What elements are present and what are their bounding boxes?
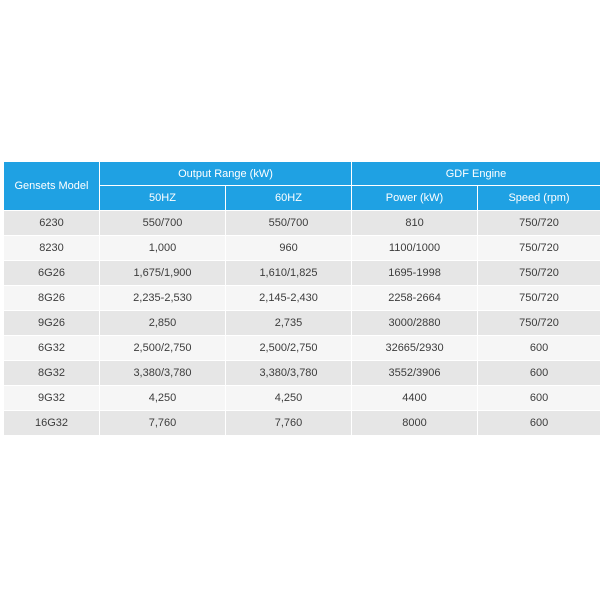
cell-model: 9G32 xyxy=(4,386,100,411)
cell-60hz: 960 xyxy=(226,236,352,261)
table-row xyxy=(4,411,600,436)
cell-60hz: 2,145-2,430 xyxy=(226,286,352,311)
cell-50hz: 550/700 xyxy=(100,211,226,236)
cell-speed: 600 xyxy=(478,336,600,361)
cell-model: 6G26 xyxy=(4,261,100,286)
cell-speed: 750/720 xyxy=(478,286,600,311)
cell-model: 8230 xyxy=(4,236,100,261)
cell-50hz: 4,250 xyxy=(100,386,226,411)
header-gdf-engine: GDF Engine xyxy=(352,162,600,186)
cell-power: 3552/3906 xyxy=(352,361,478,386)
cell-model: 6G32 xyxy=(4,336,100,361)
table-row xyxy=(4,311,600,336)
cell-60hz: 4,250 xyxy=(226,386,352,411)
header-60hz: 60HZ xyxy=(226,186,352,211)
header-gensets-model: Gensets Model xyxy=(4,162,100,211)
table-row xyxy=(4,261,600,286)
table-body xyxy=(4,211,600,436)
gensets-spec-table xyxy=(3,161,600,436)
cell-60hz: 2,500/2,750 xyxy=(226,336,352,361)
table-row xyxy=(4,286,600,311)
cell-50hz: 1,675/1,900 xyxy=(100,261,226,286)
cell-60hz: 3,380/3,780 xyxy=(226,361,352,386)
cell-model: 8G26 xyxy=(4,286,100,311)
cell-60hz: 7,760 xyxy=(226,411,352,436)
cell-power: 2258-2664 xyxy=(352,286,478,311)
cell-speed: 750/720 xyxy=(478,261,600,286)
cell-power: 810 xyxy=(352,211,478,236)
header-speed: Speed (rpm) xyxy=(478,186,600,211)
cell-speed: 600 xyxy=(478,411,600,436)
header-row-group xyxy=(4,162,600,186)
cell-power: 3000/2880 xyxy=(352,311,478,336)
cell-power: 8000 xyxy=(352,411,478,436)
header-output-range: Output Range (kW) xyxy=(100,162,352,186)
cell-speed: 750/720 xyxy=(478,236,600,261)
table-row xyxy=(4,361,600,386)
cell-model: 6230 xyxy=(4,211,100,236)
cell-60hz: 550/700 xyxy=(226,211,352,236)
header-50hz: 50HZ xyxy=(100,186,226,211)
table-row xyxy=(4,236,600,261)
cell-50hz: 2,235-2,530 xyxy=(100,286,226,311)
cell-50hz: 2,850 xyxy=(100,311,226,336)
cell-speed: 600 xyxy=(478,361,600,386)
table-row xyxy=(4,336,600,361)
cell-60hz: 1,610/1,825 xyxy=(226,261,352,286)
table-row xyxy=(4,386,600,411)
cell-power: 1695-1998 xyxy=(352,261,478,286)
table-header xyxy=(4,162,600,211)
cell-power: 4400 xyxy=(352,386,478,411)
cell-50hz: 1,000 xyxy=(100,236,226,261)
table-row xyxy=(4,211,600,236)
cell-speed: 750/720 xyxy=(478,211,600,236)
cell-50hz: 2,500/2,750 xyxy=(100,336,226,361)
cell-model: 16G32 xyxy=(4,411,100,436)
cell-50hz: 3,380/3,780 xyxy=(100,361,226,386)
cell-power: 1100/1000 xyxy=(352,236,478,261)
cell-60hz: 2,735 xyxy=(226,311,352,336)
cell-model: 8G32 xyxy=(4,361,100,386)
cell-model: 9G26 xyxy=(4,311,100,336)
cell-power: 32665/2930 xyxy=(352,336,478,361)
cell-speed: 600 xyxy=(478,386,600,411)
cell-speed: 750/720 xyxy=(478,311,600,336)
cell-50hz: 7,760 xyxy=(100,411,226,436)
header-power: Power (kW) xyxy=(352,186,478,211)
